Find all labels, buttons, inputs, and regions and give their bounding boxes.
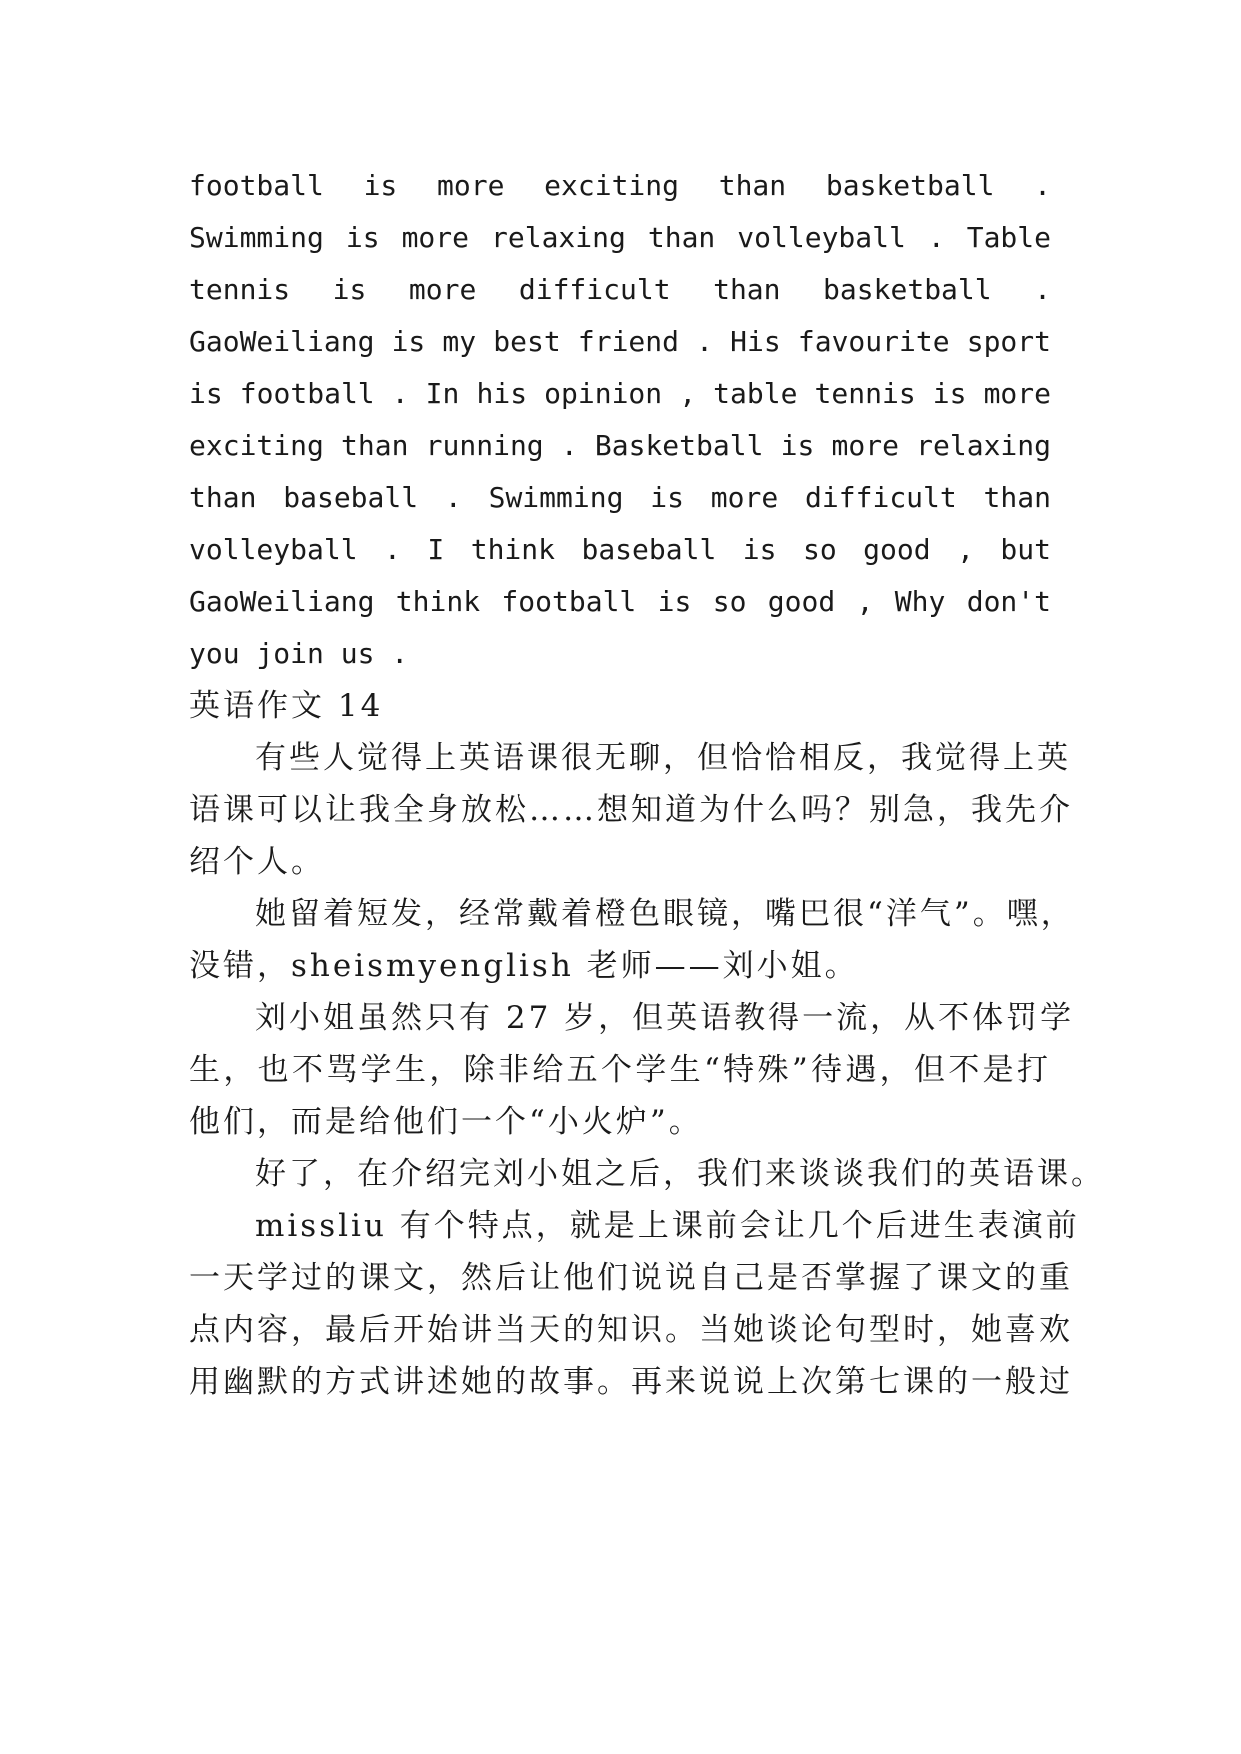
english-line: Swimming is more relaxing than volleyball . Table xyxy=(189,221,1051,254)
chinese-line: 刘小姐虽然只有 27 岁，但英语教得一流，从不体罚学 xyxy=(255,1000,1075,1036)
chinese-line: 绍个人。 xyxy=(189,844,325,880)
english-line: GaoWeiliang think football is so good , Why don't xyxy=(189,585,1051,618)
english-line: you join us . xyxy=(189,637,409,670)
english-line: than baseball . Swimming is more difficult than xyxy=(189,481,1051,514)
chinese-line: 他们，而是给他们一个“小火炉”。 xyxy=(189,1104,703,1140)
chinese-line: 语课可以让我全身放松……想知道为什么吗？别急，我先介 xyxy=(189,792,1073,828)
chinese-line: 生，也不骂学生，除非给五个学生“特殊”待遇，但不是打 xyxy=(189,1052,1051,1088)
english-line: GaoWeiliang is my best friend . His favourite sport xyxy=(189,325,1051,358)
chinese-line: missliu 有个特点，就是上课前会让几个后进生表演前 xyxy=(255,1208,1080,1244)
chinese-line: 点内容，最后开始讲当天的知识。当她谈论句型时，她喜欢 xyxy=(189,1312,1073,1348)
chinese-line: 一天学过的课文，然后让他们说说自己是否掌握了课文的重 xyxy=(189,1260,1073,1296)
chinese-line: 有些人觉得上英语课很无聊，但恰恰相反，我觉得上英 xyxy=(255,740,1071,776)
english-line: exciting than running . Basketball is more relaxing xyxy=(189,429,1051,462)
chinese-line: 好了，在介绍完刘小姐之后，我们来谈谈我们的英语课。 xyxy=(255,1156,1105,1192)
english-line: is football . In his opinion , table tennis is more xyxy=(189,377,1051,410)
english-line: volleyball . I think baseball is so good , but xyxy=(189,533,1051,566)
chinese-line: 没错，sheismyenglish 老师——刘小姐。 xyxy=(189,948,859,984)
chinese-line: 她留着短发，经常戴着橙色眼镜，嘴巴很“洋气”。嘿， xyxy=(255,896,1075,932)
essay-heading: 英语作文 14 xyxy=(189,688,384,724)
chinese-line: 用幽默的方式讲述她的故事。再来说说上次第七课的一般过 xyxy=(189,1364,1073,1400)
english-line: football is more exciting than basketball . xyxy=(189,169,1051,202)
english-line: tennis is more difficult than basketball . xyxy=(189,273,1051,306)
